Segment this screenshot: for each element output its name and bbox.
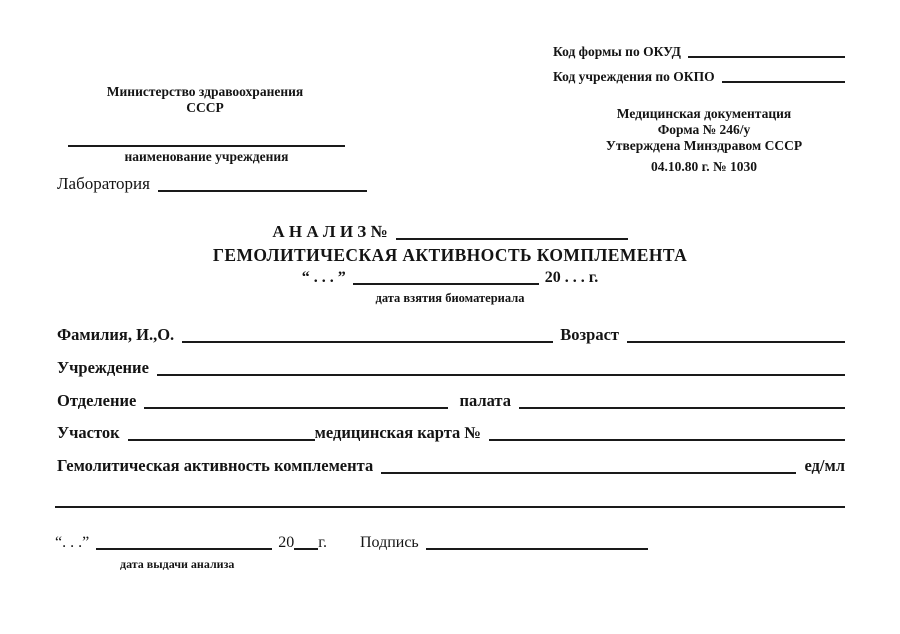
age-input-line[interactable] — [627, 339, 845, 343]
issue-date-caption: дата выдачи анализа — [120, 557, 235, 571]
institution-input-line[interactable] — [68, 145, 345, 147]
ward-input-line[interactable] — [519, 405, 845, 409]
ministry-block — [60, 84, 350, 116]
okud-row — [553, 44, 845, 60]
okpo-input-line[interactable] — [722, 79, 845, 83]
sample-date-row — [0, 269, 900, 287]
laboratory-input-line[interactable] — [158, 188, 367, 192]
result-continuation-line[interactable] — [55, 506, 845, 508]
sample-date-input-line[interactable] — [353, 281, 539, 285]
okpo-label: Код учреждения по ОКПО — [553, 69, 715, 84]
analysis-number-input-line[interactable] — [396, 236, 628, 240]
institution-label: Учреждение — [57, 358, 149, 377]
sample-date-caption: дата взятия биоматериала — [375, 291, 525, 305]
institution-row — [57, 359, 845, 378]
issue-year-prefix: 20 — [278, 534, 295, 551]
form-title: ГЕМОЛИТИЧЕСКАЯ АКТИВНОСТЬ КОМПЛЕМЕНТА — [212, 245, 688, 265]
med-card-label: медицинская карта № — [314, 423, 481, 442]
issue-date-quote: “. . .” — [55, 534, 90, 551]
name-row — [57, 326, 845, 345]
age-label: Возраст — [560, 325, 619, 344]
unit-label: ед/мл — [804, 456, 845, 475]
laboratory-row — [57, 174, 367, 194]
issue-year-input-line[interactable] — [294, 546, 318, 550]
department-label: Отделение — [57, 391, 137, 410]
issue-year-suffix: г. — [318, 534, 327, 551]
signature-input-line[interactable] — [426, 546, 648, 550]
analysis-title-row — [0, 222, 900, 242]
district-input-line[interactable] — [128, 437, 315, 441]
district-row — [57, 424, 845, 443]
analysis-title: А Н А Л И З № — [272, 222, 388, 241]
okud-label: Код формы по ОКУД — [553, 44, 681, 59]
district-label: Участок — [57, 423, 120, 442]
doc-line2: Форма № 246/у — [657, 121, 751, 137]
institution-field-input-line[interactable] — [157, 372, 845, 376]
issue-date-row — [55, 534, 675, 552]
med-card-input-line[interactable] — [489, 437, 845, 441]
laboratory-label: Лаборатория — [57, 174, 150, 193]
sample-date-quote: “ . . . ” — [301, 269, 346, 286]
institution-name-block — [68, 145, 345, 165]
department-row — [57, 392, 845, 411]
doc-line1: Медицинская документация — [616, 106, 792, 121]
issue-date-input-line[interactable] — [96, 546, 272, 550]
code-block — [553, 44, 845, 94]
result-row — [57, 457, 845, 476]
okud-input-line[interactable] — [688, 54, 845, 58]
name-label: Фамилия, И.,О. — [57, 325, 175, 344]
ministry-line2: СССР — [186, 100, 224, 116]
doc-info-block — [558, 106, 850, 175]
signature-label: Подпись — [359, 534, 419, 551]
department-input-line[interactable] — [144, 405, 448, 409]
sample-date-year: 20 . . . г. — [544, 269, 599, 286]
doc-line4: 04.10.80 г. № 1030 — [651, 158, 757, 174]
result-label: Гемолитическая активность комплемента — [57, 456, 374, 475]
doc-line3: Утверждена Минздравом СССР — [605, 137, 803, 153]
ministry-line1: Министерство здравоохранения — [106, 84, 304, 99]
name-input-line[interactable] — [182, 339, 553, 343]
result-input-line[interactable] — [381, 470, 796, 474]
okpo-row — [553, 69, 845, 85]
ward-label: палата — [459, 391, 511, 410]
institution-caption: наименование учреждения — [124, 149, 289, 164]
